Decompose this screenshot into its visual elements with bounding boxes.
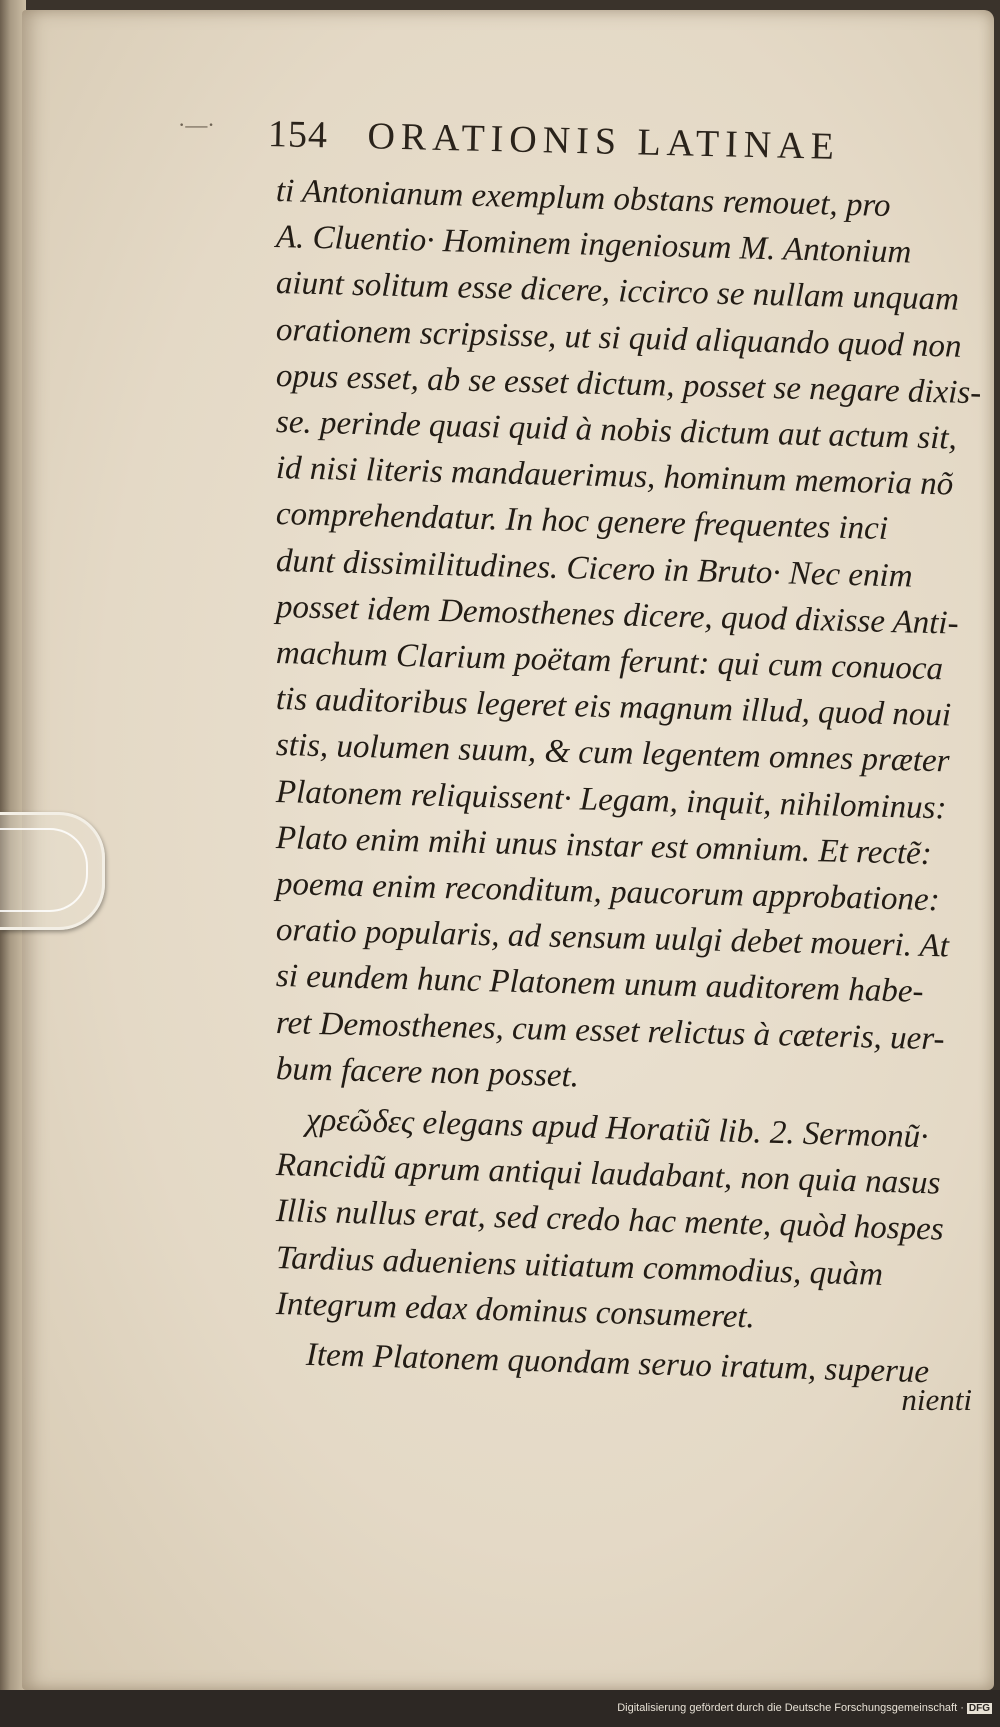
text-line: oratio popularis, ad sensum uulgi debet moueri. At xyxy=(275,912,950,965)
page-body xyxy=(275,168,982,1423)
text-line: ret Demosthenes, cum esset relictus à cæteris, uer- xyxy=(275,1004,945,1057)
running-title: ORATIONIS LATINAE xyxy=(366,115,841,168)
text-line: A. Cluentio· Hominem ingeniosum M. Antonium xyxy=(275,219,912,271)
paragraph-1 xyxy=(275,168,982,1095)
text-line: si eundem hunc Platonem unum auditorem habe- xyxy=(275,958,924,1011)
text-line: Platonem reliquissent· Legam, inquit, nihilominus: xyxy=(275,773,947,827)
paragraph-2 xyxy=(275,1096,976,1336)
text-line: bum facere non posset. xyxy=(275,1050,580,1095)
margin-mark: ·—· xyxy=(178,112,215,137)
text-line: aiunt solitum esse dicere, iccirco se nullam unquam xyxy=(275,265,960,319)
page-clip-inner xyxy=(0,828,88,912)
text-line: χρεῶδες elegans apud Horatiũ lib. 2. Sermonũ· xyxy=(305,1101,929,1156)
footer-text: Digitalisierung gefördert durch die Deutsche Forschungsgemeinschaft · xyxy=(617,1702,964,1714)
text-line: Tardius adueniens uitiatum commodius, quàm xyxy=(275,1239,884,1293)
text-line: Item Platonem quondam seruo iratum, superue xyxy=(305,1336,930,1391)
text-line: tis auditoribus legeret eis magnum illud, quod noui xyxy=(275,681,952,734)
text-line: poema enim reconditum, paucorum approbatione: xyxy=(275,866,941,919)
text-line: Illis nullus erat, sed credo hac mente, quòd hospes xyxy=(275,1193,945,1249)
text-line: dunt dissimilitudines. Cicero in Bruto· Nec enim xyxy=(275,542,913,595)
text-line: stis, uolumen suum, & cum legentem omnes præter xyxy=(275,727,950,780)
text-line: opus esset, ab se esset dictum, posset se negare dixis- xyxy=(275,357,982,412)
text-line: posset idem Demosthenes dicere, quod dixisse Anti- xyxy=(275,588,960,642)
footer-credit xyxy=(617,1702,992,1714)
text-line: Rancidũ aprum antiqui laudabant, non quia nasus xyxy=(275,1147,941,1202)
dfg-logo: DFG xyxy=(968,1703,990,1714)
text-line: machum Clarium poëtam ferunt: qui cum conuoca xyxy=(275,635,944,688)
page-number: 154 xyxy=(267,113,329,157)
text-line: id nisi literis mandauerimus, hominum memoria nõ xyxy=(275,450,954,503)
text-line: comprehendatur. In hoc genere frequentes inci xyxy=(275,496,889,548)
text-line: orationem scripsisse, ut si quid aliquando quod non xyxy=(275,311,962,365)
text-line: Integrum edax dominus consumeret. xyxy=(275,1285,756,1336)
text-line: se. perinde quasi quid à nobis dictum aut actum sit, xyxy=(275,404,958,457)
text-line: Plato enim mihi unus instar est omnium. Et rectẽ: xyxy=(275,819,933,872)
catchword: nienti xyxy=(901,1382,972,1418)
text-line: ti Antonianum exemplum obstans remouet, pro xyxy=(275,173,891,225)
